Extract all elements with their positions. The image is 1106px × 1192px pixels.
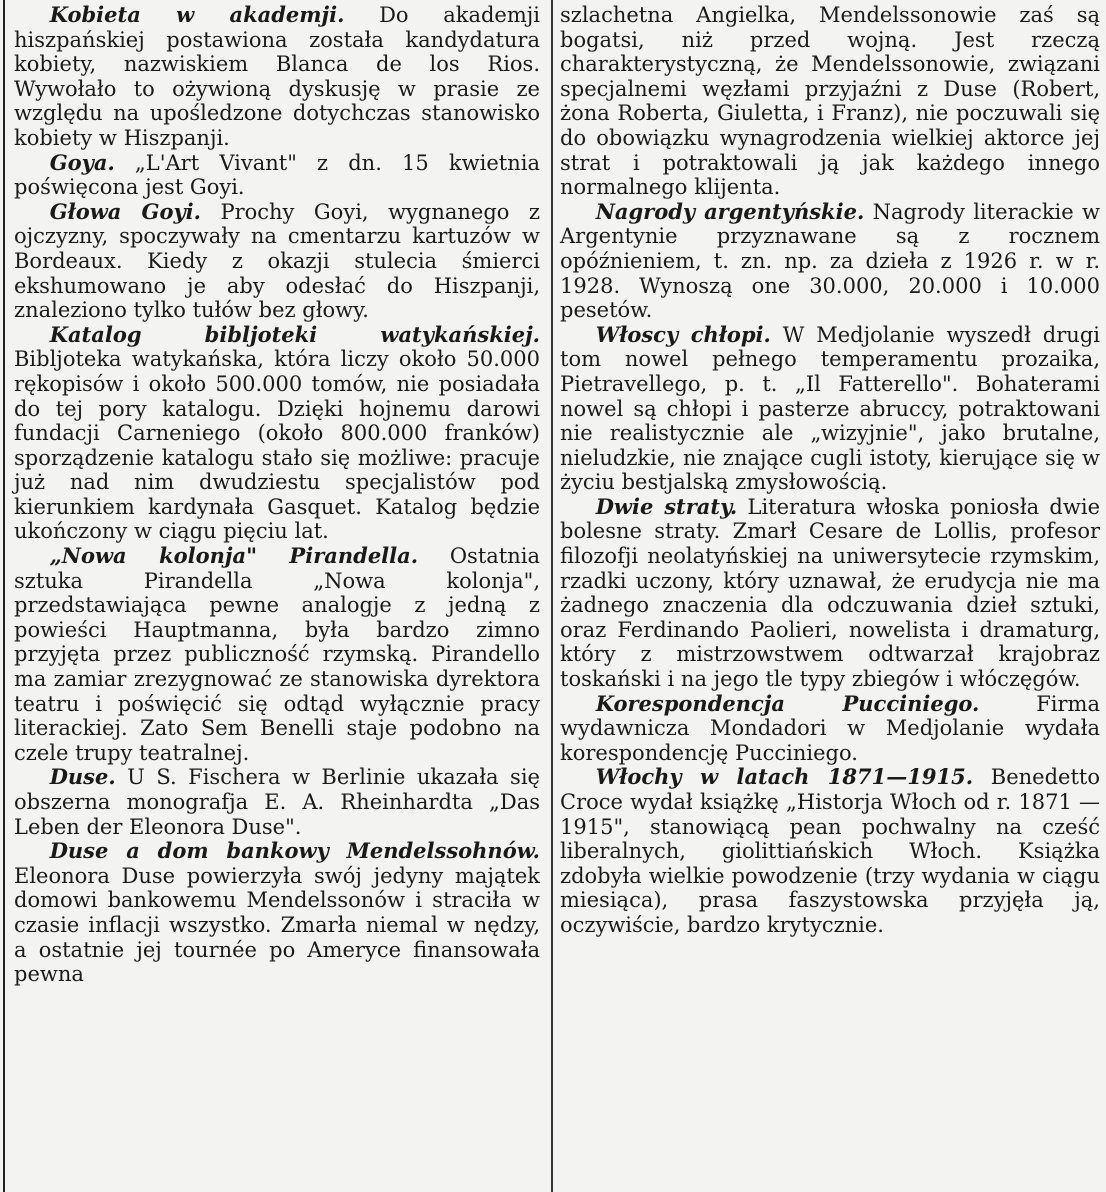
- news-item: [14, 151, 540, 200]
- news-item: [14, 544, 540, 765]
- right-column: [560, 3, 1100, 938]
- item-title: Duse.: [49, 764, 116, 790]
- item-text: U S. Fischera w Berlinie ukazała się obszerna monografja E. A. Rheinhardta „Das Leben der Eleonora Duse".: [14, 765, 540, 839]
- left-column: [14, 3, 540, 987]
- item-text: Eleonora Duse powierzyła swój jedyny majątek domowi bankowemu Mendelssonów i straciła w czasie inflacji wszystko. Zmarła niemal w nędzy, a ostatnie jej tournée po Ameryce finansowała pewna: [14, 863, 540, 987]
- news-item: [14, 323, 540, 544]
- news-item: [560, 765, 1100, 937]
- item-title: Dwie straty.: [595, 493, 738, 519]
- item-title: Włochy w latach 1871—1915.: [595, 764, 974, 790]
- item-title: Nagrody argentyńskie.: [595, 198, 865, 224]
- item-text: Bibljoteka watykańska, która liczy około 50.000 rękopisów i około 500.000 tomów, nie posiadała do tej pory katalogu. Dzięki hojnemu darowi fundacji Carneniego (około 800.000 franków) sporządzenie katalogu stało się możliwe: pracuje już nad nim dwudziestu specjalistów pod kierunkiem kardynała Gasquet. Katalog będzie ukończony w ciągu pięciu lat.: [14, 347, 540, 544]
- item-title: Kobieta w akademji.: [49, 2, 345, 27]
- item-text: Literatura włoska poniosła dwie bolesne straty. Zmarł Cesare de Lollis, profesor filozofji neolatyńskiej na uniwersytecie rzymskim, rzadki uczony, który uznawał, że erudycja nie ma żadnego znaczenia dla odczuwania dzieł sztuki, oraz Ferdinando Paolieri, nowelista i dramaturg, który z mistrzowstwem odtwarzał krajobraz toskański i na jego tle typy zbiegów i włóczęgów.: [560, 494, 1100, 692]
- item-title: Włoscy chłopi.: [595, 321, 771, 347]
- item-title: Korespondencja Pucciniego.: [595, 690, 980, 716]
- news-item: [14, 765, 540, 839]
- item-text: W Medjolanie wyszedł drugi tom nowel pełnego temperamentu prozaika, Pietravellego, p. t. „Il Fatterello". Bohaterami nowel są chłopi i pasterze abruccy, potraktowani nie realistycznie ale „wizyjnie", jako brutalne, nieludzkie, nie znające cugli istoty, kierujące się w życiu bestjalską zmysłowością.: [560, 322, 1100, 495]
- news-item-continued: [560, 3, 1100, 200]
- news-item: [560, 692, 1100, 766]
- news-item: [560, 495, 1100, 692]
- item-title: Katalog bibljoteki watykańskiej.: [49, 321, 540, 347]
- item-text: Prochy Goyi, wygnanego z ojczyzny, spoczywały na cmentarzu kartuzów w Bordeaux. Kiedy z okazji stulecia śmierci ekshumowano je aby odesłać do Hiszpanji, znaleziono tylko tułów bez głowy.: [14, 199, 540, 323]
- news-item: [560, 323, 1100, 495]
- left-margin-rule: [3, 0, 5, 1192]
- item-text: „L'Art Vivant" z dn. 15 kwietnia poświęcona jest Goyi.: [14, 150, 540, 200]
- item-text: Benedetto Croce wydał książkę „Historja Włoch od r. 1871 — 1915", stanowiącą pean pochwalny na cześć liberalnych, giolittiańskich Włoch. Książka zdobyła wielkie powodzenie (trzy wydania w ciągu miesiąca), prasa faszystowska przyjęła ją, oczywiście, bardzo krytycznie.: [560, 765, 1100, 937]
- news-item: [14, 200, 540, 323]
- item-text: Do akademji hiszpańskiej postawiona została kandydatura kobiety, nazwiskiem Blanca de los Rios. Wywołało to ożywioną dyskusję w prasie ze względu na upośledzone dotychczas stanowisko kobiety w Hiszpanji.: [14, 3, 540, 150]
- item-text: Nagrody literackie w Argentynie przyznawane są z rocznem opóźnieniem, t. zn. np. za dzieła z 1926 r. w r. 1928. Wynoszą one 30.000, 20.000 i 10.000 pesetów.: [560, 199, 1100, 323]
- news-item: [14, 3, 540, 151]
- item-text: Firma wydawnicza Mondadori w Medjolanie wydała korespondencję Pucciniego.: [560, 691, 1100, 765]
- item-title: Duse a dom bankowy Mendelssohnów.: [49, 838, 540, 864]
- news-item: [560, 200, 1100, 323]
- item-text: szlachetna Angielka, Mendelssonowie zaś są bogatsi, niż przed wojną. Jest rzeczą charakterystyczną, że Mendelssonowie, związani specjalnemi węzłami przyjaźni z Duse (Robert, żona Roberta, Giuletta, i Franz), nie poczuwali się do obowiązku wynagrodzenia wielkiej aktorce jej strat i potraktowali ją jak każdego innego normalnego klijenta.: [560, 3, 1100, 200]
- item-title: Głowa Goyi.: [49, 198, 201, 224]
- item-text: Ostatnia sztuka Pirandella „Nowa kolonja", przedstawiająca pewne analogje z jedną z powieści Hauptmanna, była bardzo zimno przyjęta przez publiczność rzymską. Pirandello ma zamiar zrezygnować ze stanowiska dyrektora teatru i poświęcić się odtąd wyłącznie pracy literackiej. Zato Sem Benelli staje podobno na czele trupy teatralnej.: [14, 544, 540, 765]
- column-divider: [551, 0, 553, 1192]
- news-item: [14, 839, 540, 987]
- item-title: Goya.: [49, 149, 115, 175]
- item-title: „Nowa kolonja" Pirandella.: [49, 543, 419, 569]
